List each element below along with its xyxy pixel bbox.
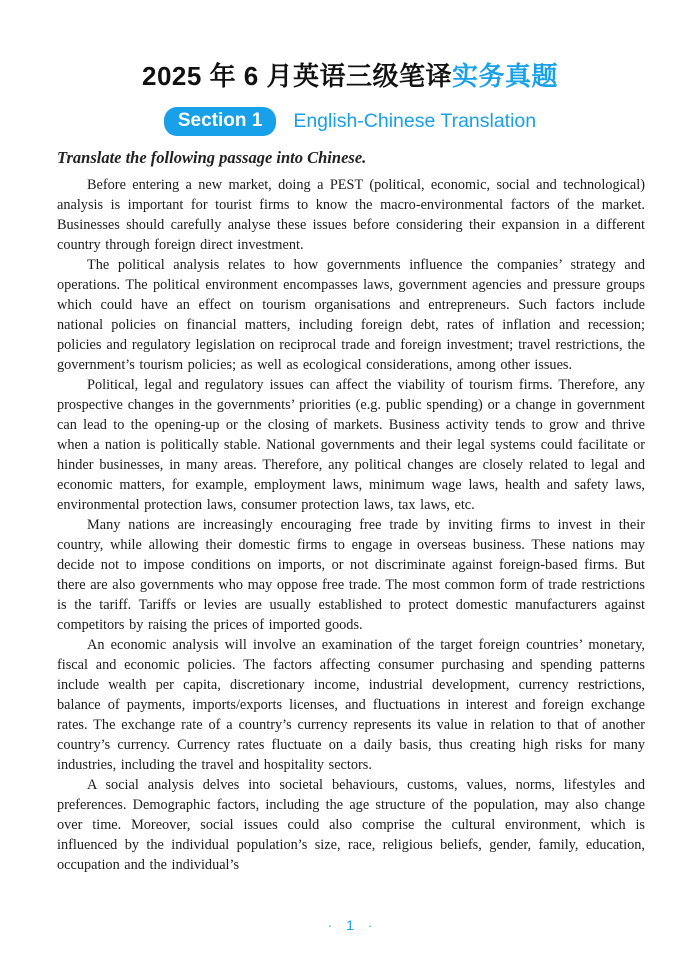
section-title: English-Chinese Translation	[293, 110, 537, 132]
section-badge: Section 1	[164, 107, 276, 136]
page-number-value: 1	[346, 917, 354, 933]
passage-paragraph-2: The political analysis relates to how governments influence the companies’ strategy and operations. The political environment encompasses laws, government agencies and pressure groups which could have an effect on tourism organisations and entrepreneurs. Such factors include national policies on financial matters, including foreign debt, rates of inflation and recession; policies and regulatory legislation on reciprocal trade and foreign investment; travel restrictions, the government’s tourism policies; as well as ecological considerations, among other issues.	[57, 257, 645, 373]
passage-paragraph-5: An economic analysis will involve an examination of the target foreign countries’ monetary, fiscal and economic policies. The factors affecting consumer purchasing and spending patterns include wealth per capita, discretionary income, industrial development, currency restrictions, balance of payments, imports/exports licenses, and fluctuations in interest and foreign exchange rates. The exchange rate of a country’s currency represents its value in relation to that of another country’s currency. Currency rates fluctuate on a daily basis, thus creating high risks for many industries, including the travel and hospitality sectors.	[57, 637, 645, 773]
passage-body	[57, 175, 645, 875]
page-number-dot-right: ·	[367, 917, 373, 933]
translation-instruction: Translate the following passage into Chinese.	[57, 148, 367, 167]
passage-paragraph-4: Many nations are increasingly encouraging free trade by inviting firms to invest in their country, while allowing their domestic firms to engage in overseas business. These nations may decide not to impose conditions on imports, or not discriminate against foreign-based firms. But there are also governments who may oppose free trade. The most common form of trade restrictions is the tariff. Tariffs or levies are usually established to protect domestic manufacturers against competitors by raising the prices of imported goods.	[57, 517, 645, 633]
page-number-dot-left: ·	[327, 917, 333, 933]
title-highlight: 实务真题	[451, 61, 558, 91]
passage-paragraph-6: A social analysis delves into societal behaviours, customs, values, norms, lifestyles and preferences. Demographic factors, including the age structure of the population, may also change over time. Moreover, social issues could also comprise the cultural environment, which is influenced by the individual population’s size, race, religious beliefs, gender, family, education, occupation and the individual’s	[57, 777, 645, 873]
title-exam-name: 2025 年 6 月英语三级笔译	[142, 61, 452, 91]
page-title	[0, 56, 700, 93]
page-number	[0, 917, 700, 933]
section-header	[0, 107, 700, 136]
passage-paragraph-3: Political, legal and regulatory issues can affect the viability of tourism firms. Therefore, any prospective changes in the governments’ priorities (e.g. public spending) or a change in government can lead to the opening-up or the closing of markets. Business activity tends to grow and thrive when a nation is politically stable. National governments and their legal systems could facilitate or hinder businesses, in many areas. Therefore, any political changes are closely related to legal and economic matters, for example, employment laws, minimum wage laws, health and safety laws, environmental protection laws, consumer protection laws, tax laws, etc.	[57, 377, 645, 513]
passage-paragraph-1: Before entering a new market, doing a PEST (political, economic, social and technological) analysis is important for tourist firms to know the macro-environmental factors of the market. Businesses should carefully analyse these issues before considering their expansion in a different country through foreign direct investment.	[57, 177, 645, 253]
